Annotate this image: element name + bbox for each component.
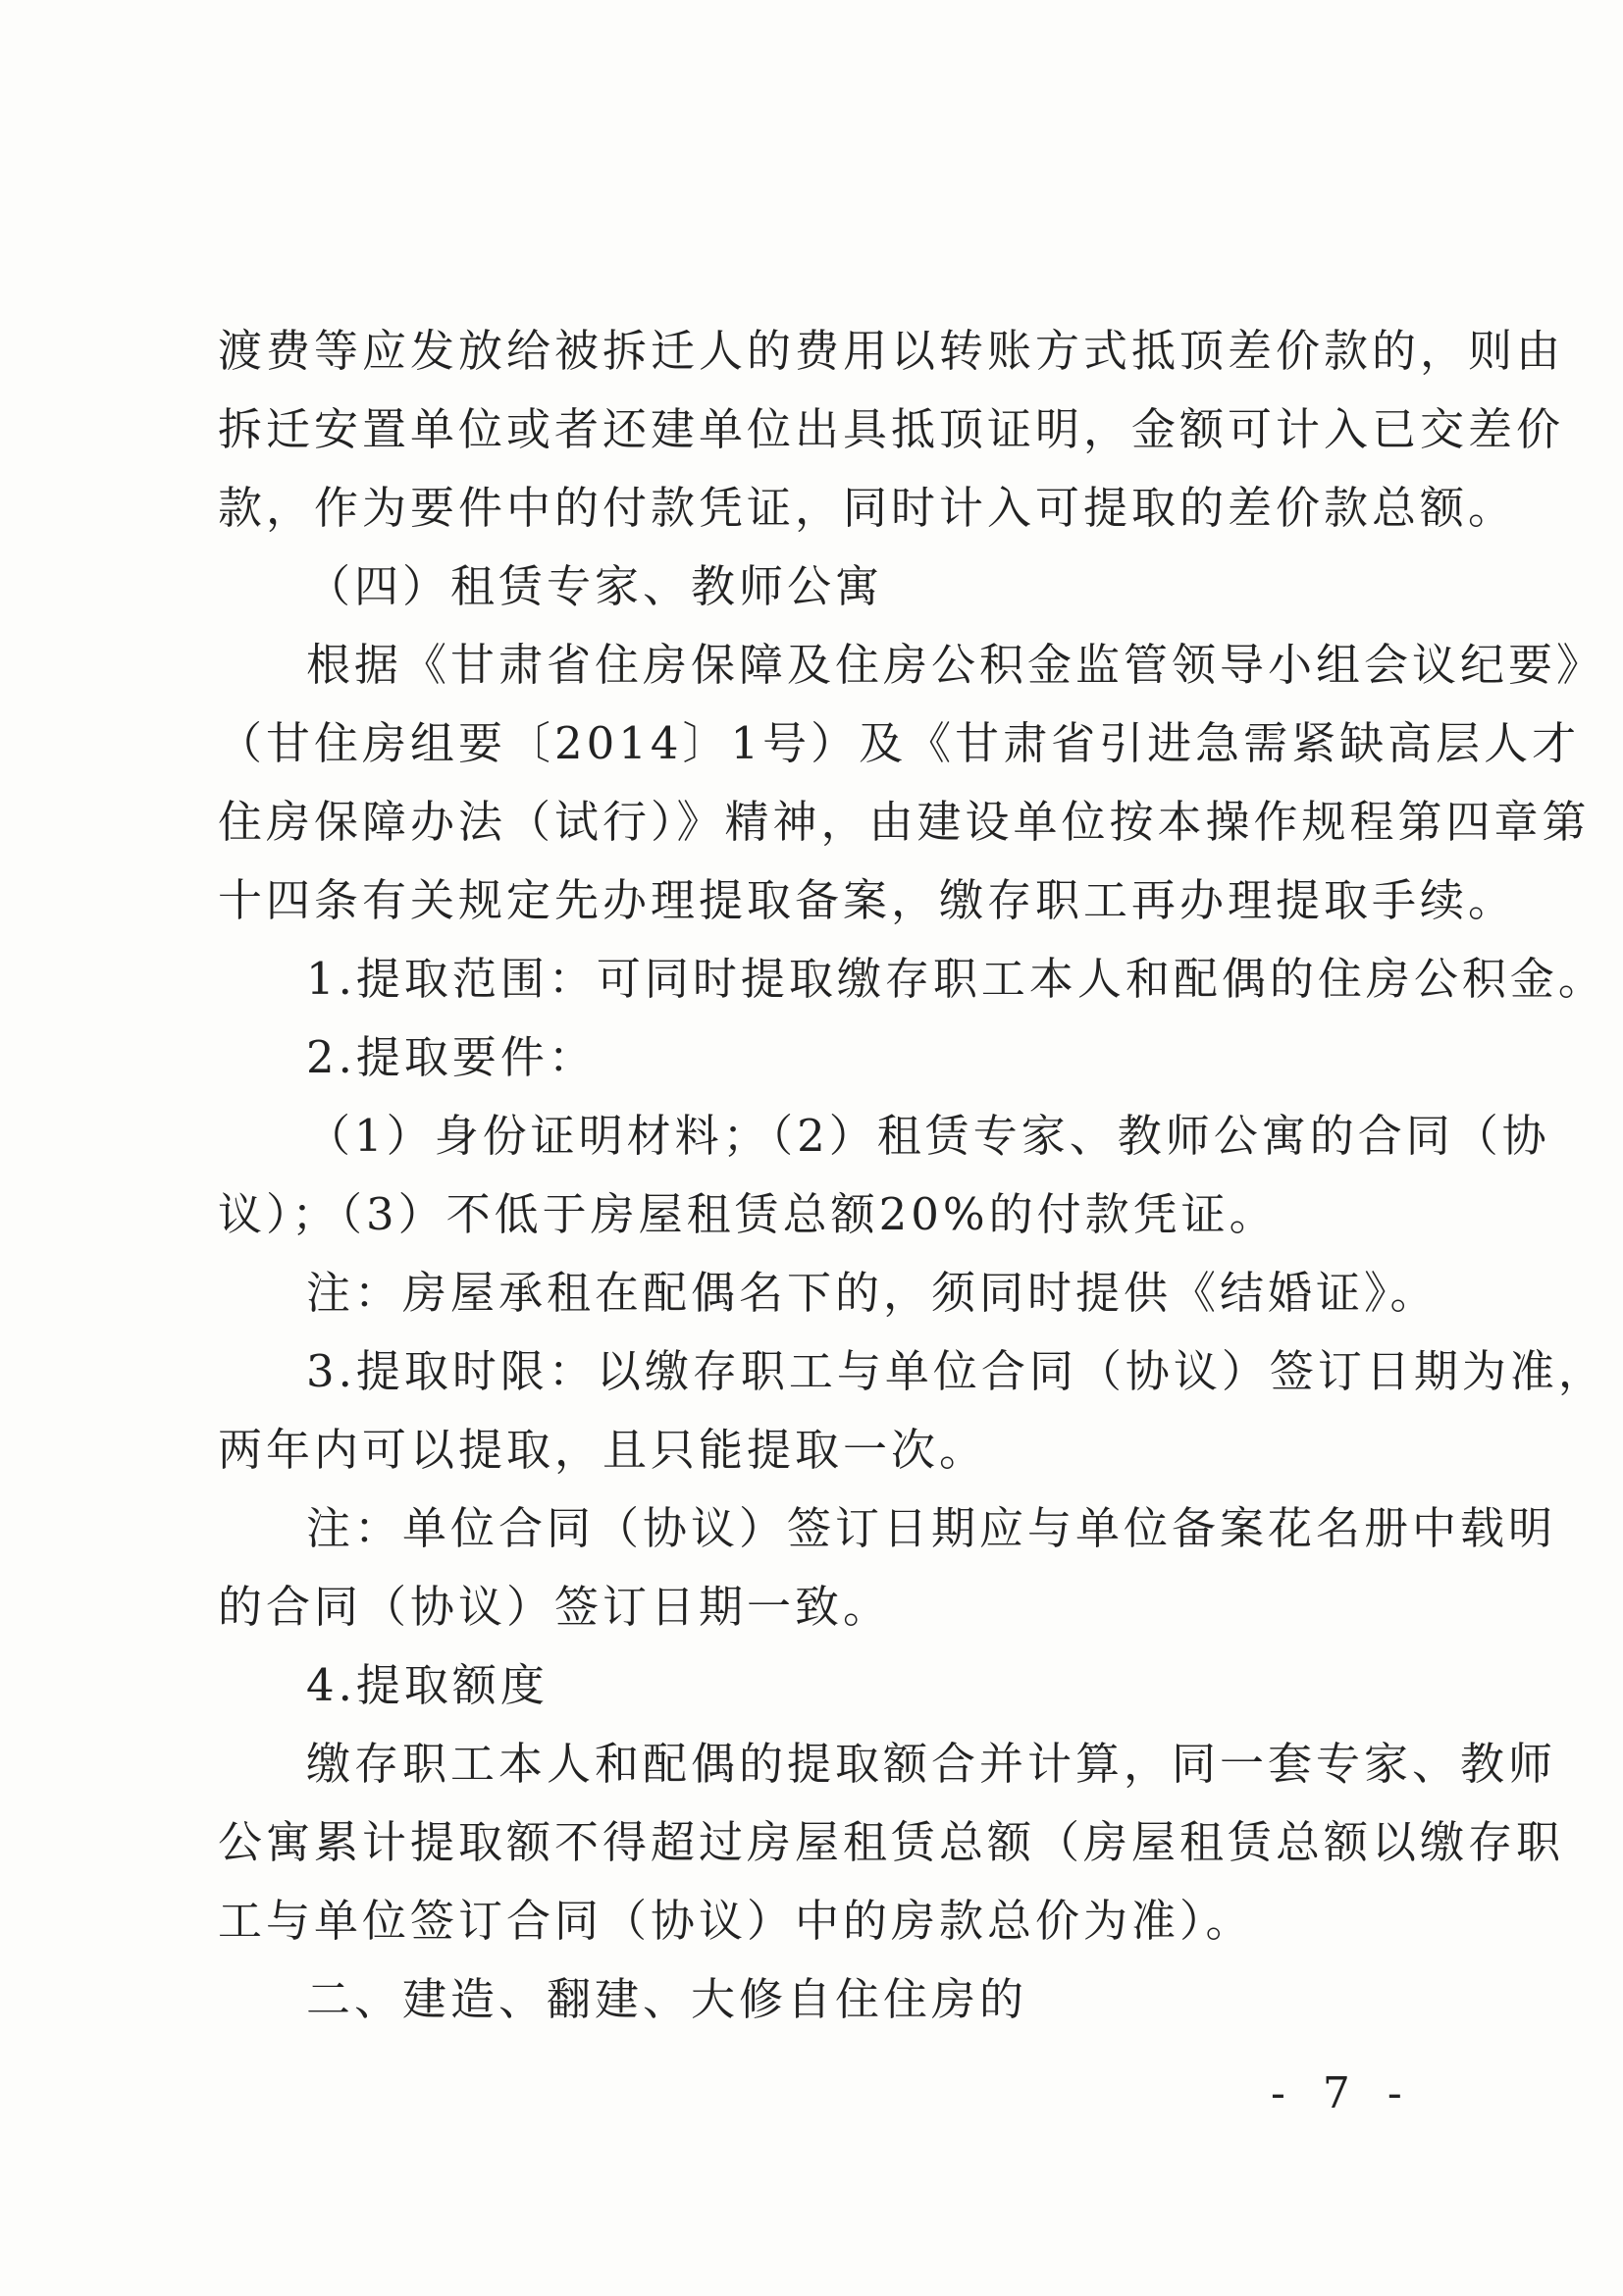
paragraph-line: 根据《甘肃省住房保障及住房公积金监管领导小组会议纪要》 bbox=[306, 639, 1605, 691]
list-item: 1.提取范围：可同时提取缴存职工本人和配偶的住房公积金。 bbox=[306, 953, 1606, 1005]
paragraph-line: 两年内可以提取，且只能提取一次。 bbox=[218, 1424, 988, 1476]
paragraph-line: 十四条有关规定先办理提取备案，缴存职工再办理提取手续。 bbox=[218, 874, 1517, 926]
note-line: 注：房屋承租在配偶名下的，须同时提供《结婚证》。 bbox=[306, 1267, 1439, 1319]
paragraph-line: 工与单位签订合同（协议）中的房款总价为准）。 bbox=[218, 1895, 1254, 1947]
paragraph-line: 议）；（3）不低于房屋租赁总额20%的付款凭证。 bbox=[218, 1188, 1278, 1240]
list-item: 2.提取要件： bbox=[306, 1031, 597, 1083]
paragraph-line: 拆迁安置单位或者还建单位出具抵顶证明，金额可计入已交差价 bbox=[218, 403, 1565, 455]
paragraph-line: 公寓累计提取额不得超过房屋租赁总额（房屋租赁总额以缴存职 bbox=[218, 1816, 1565, 1868]
section-heading: 二、建造、翻建、大修自住住房的 bbox=[306, 1973, 1028, 2025]
paragraph-line: 住房保障办法（试行）》精神，由建设单位按本操作规程第四章第 bbox=[218, 796, 1591, 848]
paragraph-line: 缴存职工本人和配偶的提取额合并计算，同一套专家、教师 bbox=[306, 1738, 1557, 1790]
note-line: 注：单位合同（协议）签订日期应与单位备案花名册中载明 bbox=[306, 1502, 1557, 1554]
list-item: 3.提取时限：以缴存职工与单位合同（协议）签订日期为准， bbox=[306, 1345, 1606, 1397]
page-number: - 7 - bbox=[1271, 2068, 1414, 2118]
section-heading: （四）租赁专家、教师公寓 bbox=[306, 560, 884, 612]
paragraph-line: 款，作为要件中的付款凭证，同时计入可提取的差价款总额。 bbox=[218, 482, 1517, 534]
paragraph-line: 渡费等应发放给被拆迁人的费用以转账方式抵顶差价款的，则由 bbox=[218, 325, 1565, 377]
document-body bbox=[218, 312, 1606, 2039]
paragraph-line: （甘住房组要〔2014〕1号）及《甘肃省引进急需紧缺高层人才 bbox=[218, 717, 1581, 769]
paragraph-line: （1）身份证明材料；（2）租赁专家、教师公寓的合同（协 bbox=[306, 1110, 1550, 1162]
paragraph-line: 的合同（协议）签订日期一致。 bbox=[218, 1581, 892, 1633]
list-item: 4.提取额度 bbox=[306, 1659, 549, 1711]
